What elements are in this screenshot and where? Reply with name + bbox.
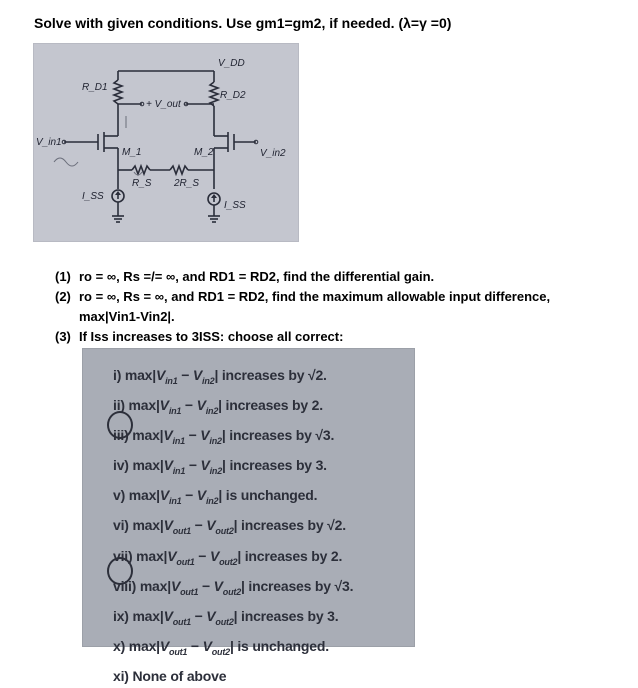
subscript: in1	[172, 466, 186, 477]
subscript: out1	[169, 646, 188, 657]
question-number	[55, 307, 79, 327]
minus-sign: −	[181, 397, 197, 414]
variable: $V_{in2}$	[196, 397, 219, 416]
subscript: in2	[202, 375, 215, 386]
subscript: in2	[209, 466, 223, 477]
vin1-label: V_in1	[36, 137, 62, 148]
minus-sign: −	[198, 577, 214, 594]
option-change: increases by	[221, 367, 308, 383]
variable: $V_{in1}$	[155, 367, 178, 386]
option-number: i)	[113, 367, 125, 383]
variable: $V_{out1}$	[163, 517, 191, 537]
option-factor: 3.	[327, 607, 339, 624]
variable: $V_{in1}$	[159, 397, 182, 416]
abs-bar: |	[222, 457, 230, 474]
subscript: out2	[215, 526, 234, 537]
question-3	[55, 327, 550, 347]
option-item	[113, 664, 353, 688]
variable: $V_{in1}$	[159, 487, 182, 507]
option-change: increases by	[229, 457, 316, 474]
subscript: out1	[172, 526, 191, 537]
subscript: out1	[180, 586, 199, 597]
option-item	[113, 513, 353, 543]
question-2	[55, 287, 550, 307]
variable: $V_{out1}$	[170, 577, 199, 597]
rs-label: R_S	[132, 178, 152, 189]
subscript: out2	[211, 646, 230, 657]
variable: $V_{in1}$	[163, 427, 185, 446]
abs-bar: |	[233, 517, 242, 534]
max-prefix: max|	[128, 637, 160, 654]
question-text: ro = ∞, Rs =/= ∞, and RD1 = RD2, find the differential gain.	[79, 269, 435, 284]
option-change: increases by	[248, 577, 335, 594]
abs-bar: |	[218, 397, 226, 414]
variable: $V_{out1}$	[167, 547, 195, 567]
max-prefix: max|	[128, 487, 160, 504]
option-factor: 3.	[315, 457, 327, 474]
subscript: out2	[219, 556, 238, 567]
max-prefix: max|	[132, 517, 164, 534]
option-factor: √3.	[334, 577, 354, 594]
question-2-cont	[55, 307, 550, 327]
option-factor: √2.	[327, 517, 346, 534]
max-prefix: max|	[128, 397, 160, 414]
option-change: increases by	[244, 547, 331, 564]
option-change: increases by	[241, 607, 328, 624]
variable: $V_{out1}$	[159, 637, 188, 657]
max-prefix: max|	[136, 547, 168, 564]
option-change: increases by	[225, 397, 312, 414]
question-list	[55, 267, 550, 347]
abs-bar: |	[229, 637, 238, 654]
option-item	[113, 544, 353, 574]
variable: $V_{in2}$	[192, 367, 215, 386]
m1-label: M_1	[122, 147, 142, 158]
abs-bar: |	[237, 547, 245, 564]
rd1-label: R_D1	[82, 82, 108, 93]
option-number: ix)	[113, 607, 133, 624]
rs2-label: 2R_S	[174, 178, 200, 189]
max-prefix: max|	[132, 607, 164, 624]
iss-right-label: I_SS	[224, 200, 246, 211]
option-number: viii)	[113, 577, 140, 594]
option-number: vi)	[113, 517, 133, 534]
circuit-photo	[33, 43, 299, 242]
option-item	[113, 604, 353, 634]
minus-sign: −	[181, 487, 197, 504]
variable: $V_{in1}$	[163, 457, 186, 477]
abs-bar: |	[233, 607, 242, 624]
subscript: out1	[172, 616, 191, 627]
option-change: increases by	[241, 517, 328, 534]
minus-sign: −	[184, 427, 201, 444]
abs-bar: |	[221, 427, 230, 444]
minus-sign: −	[190, 607, 207, 624]
option-factor: √3.	[315, 427, 335, 444]
page-title: Solve with given conditions. Use gm1=gm2, if needed. (λ=γ =0)	[34, 15, 452, 31]
variable: $V_{out2}$	[202, 637, 230, 657]
option-item	[113, 363, 353, 393]
subscript: out2	[215, 616, 234, 627]
option-number: vii)	[113, 547, 137, 564]
vout-label: + V_out -	[146, 99, 187, 110]
circuit-diagram	[34, 44, 298, 241]
option-change: increases by	[229, 427, 316, 444]
variable: $V_{in2}$	[200, 427, 222, 446]
vdd-label: V_DD	[218, 58, 245, 69]
option-text: None of above	[132, 667, 227, 684]
variable: $V_{out1}$	[163, 607, 191, 627]
minus-sign: −	[187, 637, 203, 654]
options-photo	[82, 348, 415, 684]
variable: $V_{in2}$	[200, 457, 223, 477]
option-item	[113, 423, 353, 453]
question-number: (2)	[55, 289, 71, 304]
options-list	[113, 363, 353, 688]
subscript: in2	[205, 496, 219, 507]
minus-sign: −	[185, 457, 201, 474]
m2-label: M_2	[194, 147, 214, 158]
abs-bar: |	[241, 577, 249, 594]
option-item	[113, 453, 353, 483]
subscript: in1	[172, 435, 185, 446]
variable: $V_{out2}$	[206, 517, 234, 537]
subscript: in2	[205, 405, 219, 416]
abs-bar: |	[214, 367, 222, 383]
subscript: out2	[222, 586, 241, 597]
subscript: in2	[209, 435, 222, 446]
variable: $V_{in2}$	[196, 487, 219, 507]
option-item	[113, 574, 353, 604]
vin2-label: V_in2	[260, 148, 286, 159]
max-prefix: max|	[139, 577, 171, 594]
option-item	[113, 483, 353, 513]
max-prefix: max|	[132, 457, 164, 474]
iss-left-label: I_SS	[82, 191, 104, 202]
option-change: is unchanged.	[225, 487, 318, 504]
option-factor: 2.	[330, 547, 343, 564]
option-number: x)	[113, 637, 129, 654]
variable: $V_{out2}$	[213, 577, 241, 597]
subscript: in1	[169, 496, 182, 507]
minus-sign: −	[190, 517, 207, 534]
minus-sign: −	[194, 547, 210, 564]
subscript: in1	[168, 405, 182, 416]
option-number: iv)	[113, 457, 133, 474]
option-factor: √2.	[307, 367, 327, 383]
option-item	[113, 393, 353, 423]
option-number: iii)	[113, 427, 133, 444]
option-number: v)	[113, 487, 129, 504]
question-text: max|Vin1-Vin2|.	[79, 309, 175, 324]
question-number: (3)	[55, 329, 71, 344]
abs-bar: |	[218, 487, 226, 504]
max-prefix: max|	[124, 367, 156, 383]
option-factor: 2.	[311, 397, 323, 414]
question-number: (1)	[55, 269, 71, 284]
rd2-label: R_D2	[220, 90, 246, 101]
option-number: xi)	[113, 667, 133, 684]
minus-sign: −	[177, 367, 193, 383]
max-prefix: max|	[132, 427, 164, 444]
question-1	[55, 267, 550, 287]
subscript: out1	[176, 556, 195, 567]
subscript: in1	[165, 375, 178, 386]
option-item	[113, 634, 353, 664]
option-number: ii)	[113, 397, 129, 414]
question-text: If Iss increases to 3ISS: choose all correct:	[79, 329, 344, 344]
variable: $V_{out2}$	[209, 547, 238, 567]
option-change: is unchanged.	[237, 637, 329, 654]
question-text: ro = ∞, Rs = ∞, and RD1 = RD2, find the maximum allowable input difference,	[79, 289, 551, 304]
variable: $V_{out2}$	[206, 607, 234, 627]
